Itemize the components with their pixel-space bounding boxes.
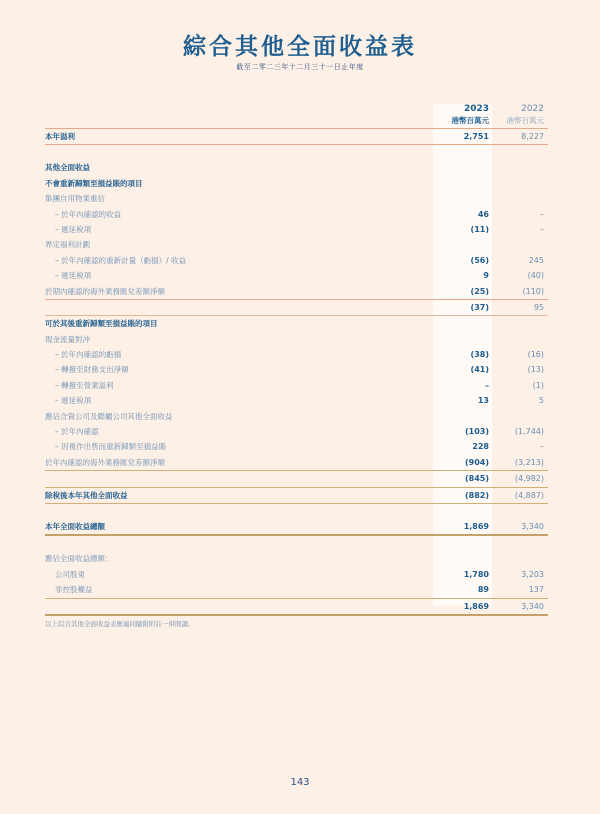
value-2022: 95 xyxy=(533,302,544,312)
value-2023: 13 xyxy=(477,396,489,406)
table-row xyxy=(45,332,548,347)
table-row xyxy=(45,176,548,191)
row-label: 公司股東 xyxy=(55,569,85,579)
table-row-profit xyxy=(45,128,548,144)
value-2022: – xyxy=(540,209,544,219)
value-2022: (3,213) xyxy=(514,457,544,467)
table-row xyxy=(45,160,548,175)
value-2023: (882) xyxy=(464,490,489,500)
spacer xyxy=(45,536,548,551)
row-label: 於期內確認的海外業務匯兌差額淨額 xyxy=(45,286,165,296)
value-2023: 46 xyxy=(477,209,489,219)
divider xyxy=(45,614,548,616)
value-2022: 3,203 xyxy=(521,569,544,579)
value-2022: 3,340 xyxy=(521,601,544,611)
table-row xyxy=(45,567,548,582)
row-label: 應佔合資公司及聯屬公司其他全面收益 xyxy=(45,411,173,421)
value-2023: (38) xyxy=(470,350,489,360)
row-label: – 於年內確認的收益 xyxy=(55,209,122,219)
table-row xyxy=(45,424,548,439)
value-2023: (25) xyxy=(470,286,489,296)
value-2023: (103) xyxy=(464,427,489,437)
value-2022: 5 xyxy=(538,396,544,406)
value-2023: 89 xyxy=(477,585,489,595)
value-2022: – xyxy=(540,224,544,234)
row-label: 應佔全面收益總額： xyxy=(45,554,113,564)
page-number: 143 xyxy=(290,777,310,788)
header-unit-2022: 港幣百萬元 xyxy=(506,116,544,125)
table-row-subtotal xyxy=(45,299,548,315)
row-label: – 遞延稅項 xyxy=(55,224,92,234)
table-row xyxy=(45,582,548,597)
value-2022: 245 xyxy=(528,255,544,265)
table-row xyxy=(45,222,548,237)
table-row xyxy=(45,253,548,268)
table-row xyxy=(45,315,548,331)
value-2022: 8,227 xyxy=(521,132,544,141)
table-row xyxy=(45,378,548,393)
table-row xyxy=(45,455,548,470)
value-2023: 1,869 xyxy=(463,601,489,611)
table-row-subtotal xyxy=(45,470,548,486)
value-2023: 1,869 xyxy=(463,521,489,531)
value-2022: (1) xyxy=(532,380,544,390)
value-2022: (4,982) xyxy=(514,474,544,484)
header-year-2023: 2023 xyxy=(463,104,489,114)
row-label: 除稅後本年其他全面收益 xyxy=(45,490,128,500)
row-label: 本年溢利 xyxy=(45,132,75,141)
value-2023: (37) xyxy=(470,302,489,312)
row-label: – 於年內確認的虧損 xyxy=(55,350,122,360)
row-label: – 遞延稅項 xyxy=(55,396,92,406)
value-2023: (904) xyxy=(464,457,489,467)
table-row-total-comprehensive-income xyxy=(45,519,548,534)
table-row xyxy=(45,347,548,362)
table-row xyxy=(45,237,548,252)
value-2022: (1,744) xyxy=(514,427,544,437)
value-2022: (13) xyxy=(527,365,544,375)
row-label: – 因視作出售而重新歸類至損益賬 xyxy=(55,442,167,452)
value-2022: – xyxy=(540,442,544,452)
spacer xyxy=(45,504,548,519)
page-title: 綜合其他全面收益表 xyxy=(183,34,417,60)
footnote: 以上綜合其他全面收益表應連同隨附附註一併閱讀。 xyxy=(45,620,195,628)
row-label: – 於年內確認的重新計量（虧損）/ 收益 xyxy=(55,255,187,265)
value-2023: – xyxy=(485,380,489,390)
value-2022: 137 xyxy=(528,585,544,595)
value-2023: 2,751 xyxy=(463,132,489,141)
header-unit-2023: 港幣百萬元 xyxy=(451,116,489,125)
value-2022: (40) xyxy=(527,271,544,281)
table-row xyxy=(45,551,548,566)
header-year-2022: 2022 xyxy=(521,104,544,114)
row-label: 不會重新歸類至損益賬的項目 xyxy=(45,178,143,188)
value-2023: 1,780 xyxy=(463,569,489,579)
value-2022: (110) xyxy=(522,286,544,296)
row-label: 本年全面收益總額 xyxy=(45,521,105,531)
table-row xyxy=(45,439,548,454)
row-label: 其他全面收益 xyxy=(45,163,90,173)
spacer xyxy=(45,145,548,160)
value-2023: (41) xyxy=(470,365,489,375)
row-label: – 轉撥至營業溢利 xyxy=(55,380,114,390)
row-label: 集團自用物業重估 xyxy=(45,194,105,204)
table-row xyxy=(45,268,548,283)
table-row xyxy=(45,284,548,299)
table-row xyxy=(45,207,548,222)
row-label: 界定福利計劃 xyxy=(45,240,90,250)
value-2022: 3,340 xyxy=(521,521,544,531)
table-row xyxy=(45,362,548,377)
row-label: 現金流量對沖 xyxy=(45,334,90,344)
value-2023: (845) xyxy=(464,474,489,484)
page-subtitle: 截至二零二三年十二月三十一日止年度 xyxy=(236,63,364,71)
comprehensive-income-table xyxy=(45,104,548,616)
row-label: 非控股權益 xyxy=(55,585,93,595)
row-label: – 轉撥至財務支出淨額 xyxy=(55,365,129,375)
value-2022: (4,887) xyxy=(514,490,544,500)
value-2023: 228 xyxy=(472,442,489,452)
value-2022: (16) xyxy=(527,350,544,360)
row-label: 可於其後重新歸類至損益賬的項目 xyxy=(45,319,158,329)
table-row xyxy=(45,393,548,408)
table-header xyxy=(45,104,548,128)
table-row-total xyxy=(45,598,548,614)
table-row-oci-after-tax xyxy=(45,487,548,503)
table-row xyxy=(45,191,548,206)
row-label: 於年內確認的海外業務匯兌差額淨額 xyxy=(45,457,165,467)
table-row xyxy=(45,409,548,424)
row-label: – 於年內確認 xyxy=(55,427,99,437)
value-2023: (11) xyxy=(470,224,489,234)
value-2023: (56) xyxy=(470,255,489,265)
row-label: – 遞延稅項 xyxy=(55,271,92,281)
value-2023: 9 xyxy=(483,271,489,281)
